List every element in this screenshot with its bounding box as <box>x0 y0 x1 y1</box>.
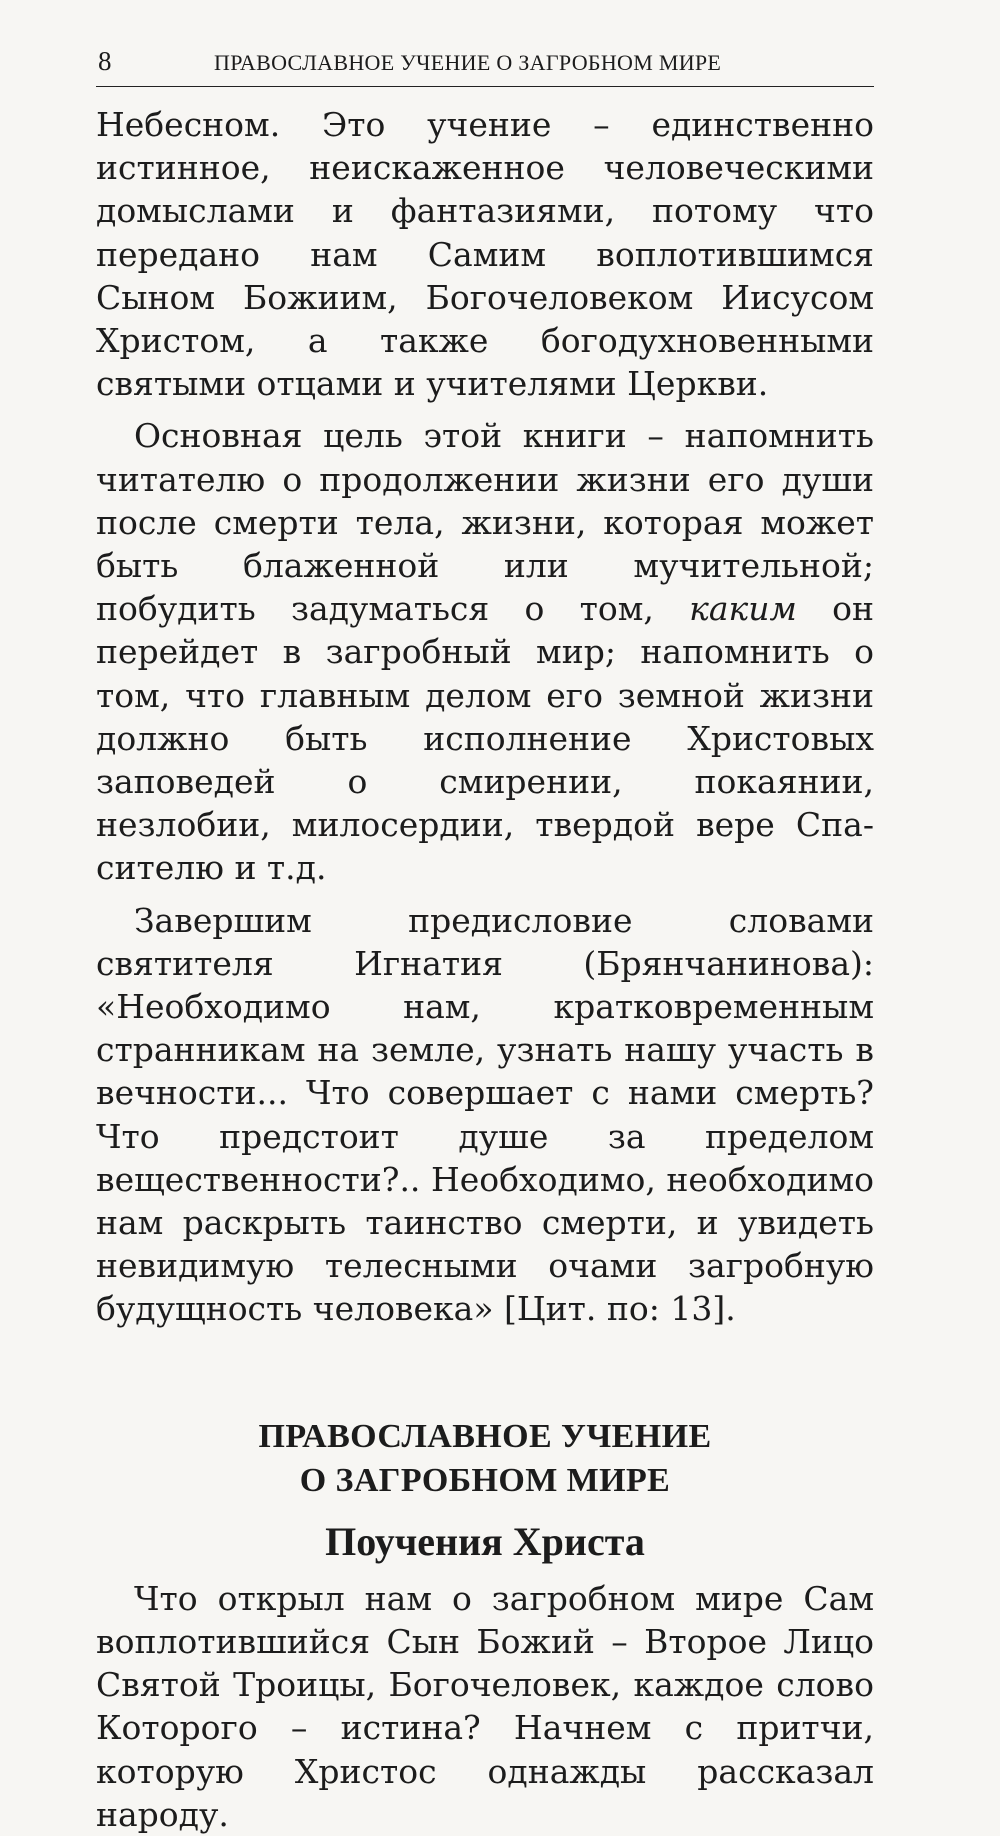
paragraph-book-purpose <box>96 414 874 889</box>
sub-heading: Поучения Христа <box>325 1518 645 1564</box>
section-body-text <box>96 1577 874 1836</box>
paragraph-section-intro: Что открыл нам о загробном мире Сам воплотившийся Сын Божий – Второе Лицо Святой Троицы, Богочеловек, каждое слово Которого – истина? Начнем с притчи, которую Христос однажды рассказал народу. <box>96 1578 874 1834</box>
running-head <box>96 44 874 87</box>
paragraph-text: он перейдет в загробный мир; напомнить о том, что главным делом его земной жизни должно быть исполнение Христовых заповедей о смирении, покаянии, незлобии, милосердии, твердой вере Спасителю и т.д. <box>96 589 874 888</box>
section-heading <box>96 1415 874 1503</box>
paragraph-continuation: Небесном. Это учение – единственно истинное, неискаженное человеческими домыслами и фантазиями, потому что передано нам Самим воплотившимся Сыном Божиим, Богочеловеком Иисусом Христом, а также богодухновенными святыми отцами и учителями Церкви. <box>96 105 874 404</box>
body-text <box>96 103 874 1331</box>
paragraph-quote: Завершим предисловие словами святителя Игнатия (Брянчанинова): «Необходимо нам, кратковременным странникам на земле, узнать нашу участь в вечности... Что совершает с нами смерть? Что предстоит душе за пределом вещественности?.. Необходимо, необходимо нам раскрыть таинство смерти, и увидеть невидимую телесными очами загробную будущность человека» [Цит. по: 13]. <box>96 900 874 1329</box>
running-title: ПРАВОСЛАВНОЕ УЧЕНИЕ О ЗАГРОБНОМ МИРЕ <box>214 50 722 75</box>
page-number: 8 <box>98 46 112 76</box>
book-page <box>96 44 874 1834</box>
section-heading-line-1: ПРАВОСЛАВНОЕ УЧЕНИЕ <box>258 1417 712 1455</box>
section-heading-line-2: О ЗАГРОБНОМ МИРЕ <box>299 1461 671 1499</box>
paragraph-text: Основная цель этой книги – напомнить читателю о продолжении жизни его души после смерти тела, жизни, которая может быть блаженной или мучительной; побудить задуматься о том, <box>96 416 874 629</box>
italic-word: каким <box>689 589 797 629</box>
